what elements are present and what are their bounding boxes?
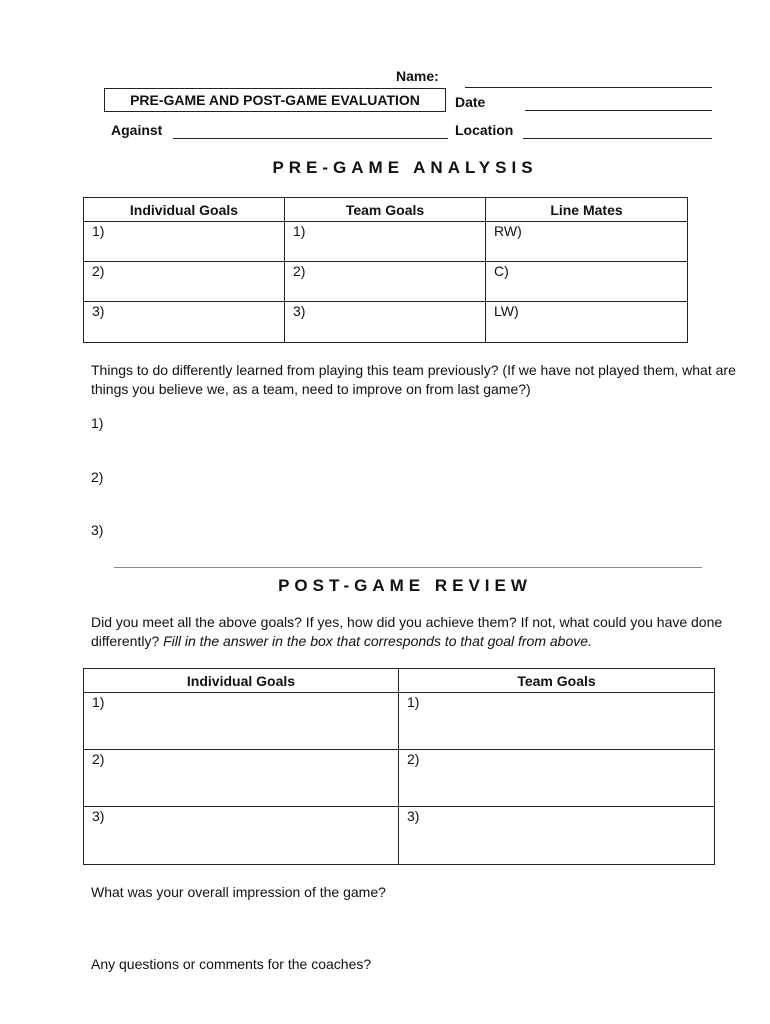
col-team-goals: Team Goals	[285, 198, 486, 222]
table-cell[interactable]: 3)	[84, 302, 285, 343]
table-row	[84, 222, 688, 262]
answer-item-2: 2)	[91, 469, 104, 485]
date-field[interactable]	[525, 110, 712, 111]
table-row	[84, 302, 688, 343]
location-field[interactable]	[523, 138, 712, 139]
answer-item-3: 3)	[91, 522, 104, 538]
table-row	[84, 750, 715, 807]
name-label: Name:	[396, 68, 439, 84]
table-row	[84, 262, 688, 302]
table-cell[interactable]: C)	[486, 262, 688, 302]
col-team-goals: Team Goals	[399, 669, 715, 693]
impression-question: What was your overall impression of the game?	[91, 884, 386, 900]
table-cell[interactable]: 1)	[399, 693, 715, 750]
table-cell[interactable]: 2)	[84, 750, 399, 807]
comments-question: Any questions or comments for the coaches?	[91, 956, 372, 972]
against-label: Against	[111, 122, 163, 138]
table-cell[interactable]: 2)	[84, 262, 285, 302]
col-individual-goals: Individual Goals	[84, 669, 399, 693]
table-cell[interactable]: 1)	[84, 693, 399, 750]
col-individual-goals: Individual Goals	[84, 198, 285, 222]
form-title: PRE-GAME AND POST-GAME EVALUATION	[104, 88, 446, 112]
pregame-goals-table	[83, 197, 688, 343]
pregame-title: PRE-GAME ANALYSIS	[272, 158, 538, 177]
table-cell[interactable]: 2)	[399, 750, 715, 807]
table-cell[interactable]: 1)	[285, 222, 486, 262]
name-field[interactable]	[465, 87, 712, 88]
table-row	[84, 693, 715, 750]
location-label: Location	[455, 122, 514, 138]
col-line-mates: Line Mates	[486, 198, 688, 222]
table-cell[interactable]: 3)	[399, 807, 715, 865]
pregame-question: Things to do differently learned from playing this team previously? (If we have not played them, what are things you believe we, as a team, need to improve on from last game?)	[91, 362, 736, 397]
postgame-question-instruction: Fill in the answer in the box that corresponds to that goal from above.	[163, 633, 592, 649]
date-label: Date	[455, 94, 486, 110]
postgame-goals-table	[83, 668, 715, 865]
table-row	[84, 807, 715, 865]
postgame-question-text: Did you meet all the above goals? If yes, how did you achieve them? If not, what could you have done differently?	[91, 614, 723, 649]
postgame-question	[91, 613, 731, 651]
table-cell[interactable]: 3)	[285, 302, 486, 343]
table-cell[interactable]: LW)	[486, 302, 688, 343]
postgame-table-header	[84, 669, 715, 693]
table-cell[interactable]: RW)	[486, 222, 688, 262]
pregame-table-header	[84, 198, 688, 222]
table-cell[interactable]: 1)	[84, 222, 285, 262]
table-cell[interactable]: 2)	[285, 262, 486, 302]
section-divider	[114, 567, 702, 568]
answer-item-1: 1)	[91, 415, 104, 431]
table-cell[interactable]: 3)	[84, 807, 399, 865]
against-field[interactable]	[173, 138, 448, 139]
postgame-title: POST-GAME REVIEW	[278, 576, 532, 595]
